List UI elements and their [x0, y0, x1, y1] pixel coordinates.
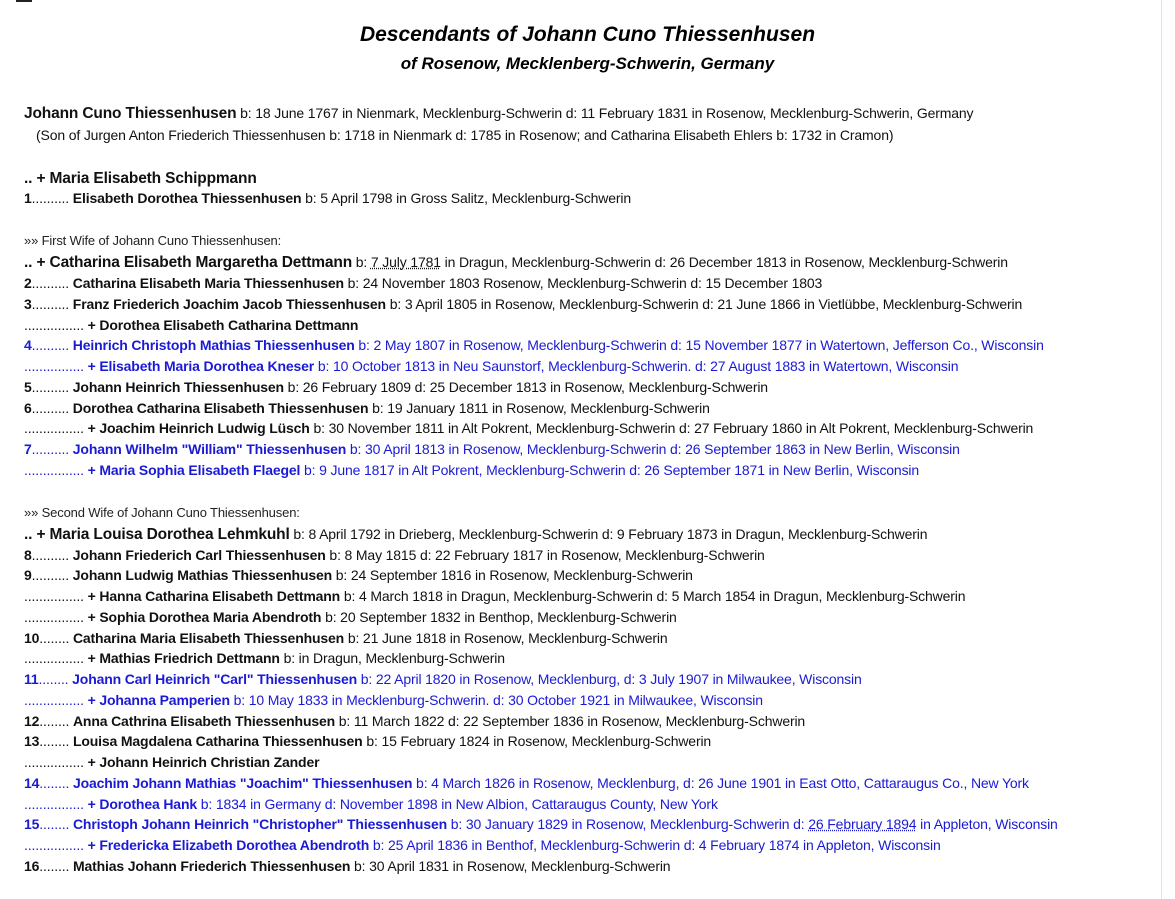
child-row	[24, 732, 711, 750]
child-spouse-row	[24, 316, 358, 334]
leader-dots: ................	[24, 692, 84, 708]
section-heading: »» Second Wife of Johann Cuno Thiessenhusen:	[24, 505, 300, 520]
child-number: 14	[24, 775, 40, 791]
child-number: 5	[24, 379, 32, 395]
child-name: Mathias Johann Friederich Thiessenhusen	[72, 858, 351, 874]
child-spouse-row	[24, 419, 1033, 437]
corner-mark	[16, 0, 32, 2]
spouse-details: b: 20 September 1832 in Benthop, Mecklenburg-Schwerin	[321, 609, 677, 625]
spouse-row	[24, 169, 257, 188]
child-spouse-row	[24, 608, 677, 626]
spouse-details: b: 1834 in Germany d: November 1898 in New Albion, Cattaraugus County, New York	[196, 796, 718, 812]
child-name: Christoph Johann Heinrich "Christopher" Thiessenhusen	[72, 816, 447, 832]
child-number: 6	[24, 400, 32, 416]
spouse-name: + Sophia Dorothea Maria Abendroth	[87, 609, 322, 625]
leader-dots: ........	[39, 858, 70, 874]
death-date: 26 February 1894	[808, 816, 917, 832]
child-spouse-row	[24, 649, 505, 667]
child-name: Johann Heinrich Thiessenhusen	[72, 379, 284, 395]
child-name: Catharina Elisabeth Maria Thiessenhusen	[72, 275, 344, 291]
spouse-birth-date: 7 July 1781	[370, 254, 441, 270]
child-name: Elisabeth Dorothea Thiessenhusen	[72, 190, 302, 206]
spouse-name: Maria Louisa Dorothea Lehmkuhl	[49, 526, 290, 543]
leader-dots: ........	[39, 630, 70, 646]
child-spouse-row-highlighted	[24, 357, 958, 375]
leader-dots: ..........	[31, 337, 70, 353]
child-name: Heinrich Christoph Mathias Thiessenhusen	[72, 337, 355, 353]
child-details: b: 30 April 1831 in Rosenow, Mecklenburg-Schwerin	[350, 858, 671, 874]
child-row-highlighted	[24, 336, 1044, 354]
child-row	[24, 629, 667, 647]
child-details: b: 4 March 1826 in Rosenow, Mecklenburg, d: 26 June 1901 in East Otto, Cattaraugus Co., New York	[412, 775, 1029, 791]
child-row	[24, 857, 670, 875]
child-number: 16	[24, 858, 40, 874]
leader-dots: ................	[24, 317, 84, 333]
child-row	[24, 378, 768, 396]
child-name: Dorothea Catharina Elisabeth Thiessenhusen	[72, 400, 369, 416]
child-row-highlighted	[24, 774, 1029, 792]
child-details: b: 30 January 1829 in Rosenow, Mecklenburg-Schwerin d:	[447, 816, 809, 832]
page-subtitle: of Rosenow, Mecklenberg-Schwerin, Germany	[400, 54, 775, 73]
spouse-details: b: 25 April 1836 in Benthof, Mecklenburg-Schwerin d: 4 February 1874 in Appleton, Wisconsin	[369, 837, 941, 853]
child-row-highlighted	[24, 440, 960, 458]
child-number: 8	[24, 547, 32, 563]
leader-dots: ................	[24, 650, 84, 666]
leader-dots: ..........	[31, 275, 70, 291]
child-number: 9	[24, 567, 32, 583]
spouse-details: b: 8 April 1792 in Drieberg, Mecklenburg-Schwerin d: 9 February 1873 in Dragun, Mecklenburg-Schwerin	[289, 526, 928, 542]
leader-dots: ........	[39, 816, 70, 832]
leader-dots: ..........	[31, 296, 70, 312]
spouse-name: Maria Elisabeth Schippmann	[49, 170, 257, 187]
child-name: Joachim Johann Mathias "Joachim" Thiessenhusen	[72, 775, 413, 791]
parents-text: (Son of Jurgen Anton Friederich Thiessenhusen b: 1718 in Nienmark d: 1785 in Rosenow; and Catharina Elisabeth Ehlers b: 1732 in Cramon)	[36, 127, 894, 143]
child-number: 1	[24, 190, 32, 206]
child-spouse-row	[24, 753, 319, 771]
leader-dots: ..........	[31, 379, 70, 395]
child-row	[24, 274, 822, 292]
child-name: Johann Ludwig Mathias Thiessenhusen	[72, 567, 333, 583]
spouse-row	[24, 525, 927, 544]
child-details: b: 15 February 1824 in Rosenow, Mecklenburg-Schwerin	[362, 733, 712, 749]
root-parents	[36, 126, 893, 144]
leader-dots: ..........	[31, 190, 70, 206]
child-number: 10	[24, 630, 40, 646]
child-number: 2	[24, 275, 32, 291]
spouse-details: b: 10 May 1833 in Mecklenburg-Schwerin. d: 30 October 1921 in Milwaukee, Wisconsin	[229, 692, 763, 708]
child-number: 15	[24, 816, 40, 832]
child-name: Johann Carl Heinrich "Carl" Thiessenhusen	[72, 671, 358, 687]
child-name: Franz Friederich Joachim Jacob Thiessenhusen	[72, 296, 386, 312]
spouse-details: b: in Dragun, Mecklenburg-Schwerin	[279, 650, 505, 666]
child-name: Johann Friederich Carl Thiessenhusen	[72, 547, 326, 563]
leader-dots: ................	[24, 358, 84, 374]
leader-dots: ................	[24, 837, 84, 853]
page-title: Descendants of Johann Cuno Thiessenhusen	[359, 23, 816, 46]
spouse-details: b:	[352, 254, 371, 270]
spouse-prefix: .. +	[24, 254, 50, 271]
spouse-details: b: 9 June 1817 in Alt Pokrent, Mecklenburg-Schwerin d: 26 September 1871 in New Berlin, Wisconsin	[300, 462, 920, 478]
leader-dots: ........	[38, 671, 69, 687]
right-border	[1161, 0, 1162, 899]
child-details: b: 21 June 1818 in Rosenow, Mecklenburg-Schwerin	[344, 630, 668, 646]
section-heading: »» First Wife of Johann Cuno Thiessenhusen:	[24, 233, 282, 248]
child-number: 4	[24, 337, 32, 353]
spouse-name: + Dorothea Elisabeth Catharina Dettmann	[87, 317, 359, 333]
leader-dots: ................	[24, 754, 84, 770]
spouse-name: + Mathias Friedrich Dettmann	[87, 650, 280, 666]
leader-dots: ..........	[31, 441, 70, 457]
child-number: 13	[24, 733, 40, 749]
spouse-row	[24, 253, 1008, 272]
child-details-rest: in Appleton, Wisconsin	[916, 816, 1058, 832]
spouse-name: + Joachim Heinrich Ludwig Lüsch	[87, 420, 310, 436]
child-details: b: 3 April 1805 in Rosenow, Mecklenburg-Schwerin d: 21 June 1866 in Vietlübbe, Mecklenburg-Schwerin	[385, 296, 1023, 312]
child-spouse-row-highlighted	[24, 795, 718, 813]
spouse-details: b: 4 March 1818 in Dragun, Mecklenburg-Schwerin d: 5 March 1854 in Dragun, Mecklenburg-Schwerin	[340, 588, 966, 604]
child-spouse-row	[24, 587, 965, 605]
spouse-name: + Maria Sophia Elisabeth Flaegel	[87, 462, 301, 478]
child-row	[24, 399, 710, 417]
child-number: 12	[24, 713, 40, 729]
spouse-name: + Johann Heinrich Christian Zander	[87, 754, 320, 770]
child-number: 3	[24, 296, 32, 312]
spouse-name: Catharina Elisabeth Margaretha Dettmann	[49, 254, 353, 271]
child-row-highlighted	[24, 815, 1058, 833]
child-details: b: 24 September 1816 in Rosenow, Mecklenburg-Schwerin	[332, 567, 693, 583]
spouse-name: + Elisabeth Maria Dorothea Kneser	[87, 358, 315, 374]
leader-dots: ................	[24, 609, 84, 625]
leader-dots: ........	[39, 733, 70, 749]
leader-dots: ..........	[31, 547, 70, 563]
root-person	[24, 104, 973, 123]
child-name: Johann Wilhelm "William" Thiessenhusen	[72, 441, 347, 457]
child-name: Anna Cathrina Elisabeth Thiessenhusen	[72, 713, 336, 729]
child-number: 7	[24, 441, 32, 457]
spouse-prefix: .. +	[24, 170, 50, 187]
child-row	[24, 712, 805, 730]
child-row	[24, 295, 1022, 313]
spouse-details: b: 10 October 1813 in Neu Saunstorf, Mecklenburg-Schwerin. d: 27 August 1883 in Watertown, Wisconsin	[314, 358, 959, 374]
child-details: b: 22 April 1820 in Rosenow, Mecklenburg, d: 3 July 1907 in Milwaukee, Wisconsin	[357, 671, 862, 687]
leader-dots: ................	[24, 796, 84, 812]
child-details: b: 19 January 1811 in Rosenow, Mecklenburg-Schwerin	[368, 400, 710, 416]
spouse-name: + Hanna Catharina Elisabeth Dettmann	[87, 588, 341, 604]
child-number: 11	[24, 671, 39, 687]
child-details: b: 2 May 1807 in Rosenow, Mecklenburg-Schwerin d: 15 November 1877 in Watertown, Jefferson Co., Wisconsin	[354, 337, 1044, 353]
child-row	[24, 566, 693, 584]
leader-dots: ................	[24, 588, 84, 604]
child-details: b: 24 November 1803 Rosenow, Mecklenburg-Schwerin d: 15 December 1803	[343, 275, 823, 291]
person-details: b: 18 June 1767 in Nienmark, Mecklenburg-Schwerin d: 11 February 1831 in Rosenow, Mecklenburg-Schwerin, Germany	[236, 105, 974, 121]
leader-dots: ................	[24, 420, 84, 436]
child-row	[24, 189, 631, 207]
child-details: b: 8 May 1815 d: 22 February 1817 in Rosenow, Mecklenburg-Schwerin	[325, 547, 765, 563]
child-name: Louisa Magdalena Catharina Thiessenhusen	[72, 733, 363, 749]
child-details: b: 11 March 1822 d: 22 September 1836 in Rosenow, Mecklenburg-Schwerin	[335, 713, 806, 729]
child-row-highlighted	[24, 670, 862, 688]
leader-dots: ........	[39, 713, 70, 729]
child-row	[24, 546, 765, 564]
child-details: b: 26 February 1809 d: 25 December 1813 in Rosenow, Mecklenburg-Schwerin	[283, 379, 768, 395]
child-details: b: 5 April 1798 in Gross Salitz, Mecklenburg-Schwerin	[301, 190, 631, 206]
person-name: Johann Cuno Thiessenhusen	[24, 105, 237, 122]
spouse-details-rest: in Dragun, Mecklenburg-Schwerin d: 26 December 1813 in Rosenow, Mecklenburg-Schwerin	[440, 254, 1008, 270]
child-spouse-row-highlighted	[24, 691, 763, 709]
spouse-name: + Fredericka Elizabeth Dorothea Abendroth	[87, 837, 370, 853]
child-name: Catharina Maria Elisabeth Thiessenhusen	[72, 630, 345, 646]
child-spouse-row-highlighted	[24, 461, 919, 479]
child-details: b: 30 April 1813 in Rosenow, Mecklenburg-Schwerin d: 26 September 1863 in New Berlin, Wisconsin	[346, 441, 960, 457]
spouse-name: + Dorothea Hank	[87, 796, 197, 812]
leader-dots: ........	[39, 775, 70, 791]
spouse-details: b: 30 November 1811 in Alt Pokrent, Mecklenburg-Schwerin d: 27 February 1860 in Alt Pokrent, Mecklenburg-Schwerin	[309, 420, 1034, 436]
leader-dots: ................	[24, 462, 84, 478]
leader-dots: ..........	[31, 567, 70, 583]
child-spouse-row-highlighted	[24, 836, 941, 854]
spouse-name: + Johanna Pamperien	[87, 692, 230, 708]
spouse-prefix: .. +	[24, 526, 50, 543]
leader-dots: ..........	[31, 400, 70, 416]
